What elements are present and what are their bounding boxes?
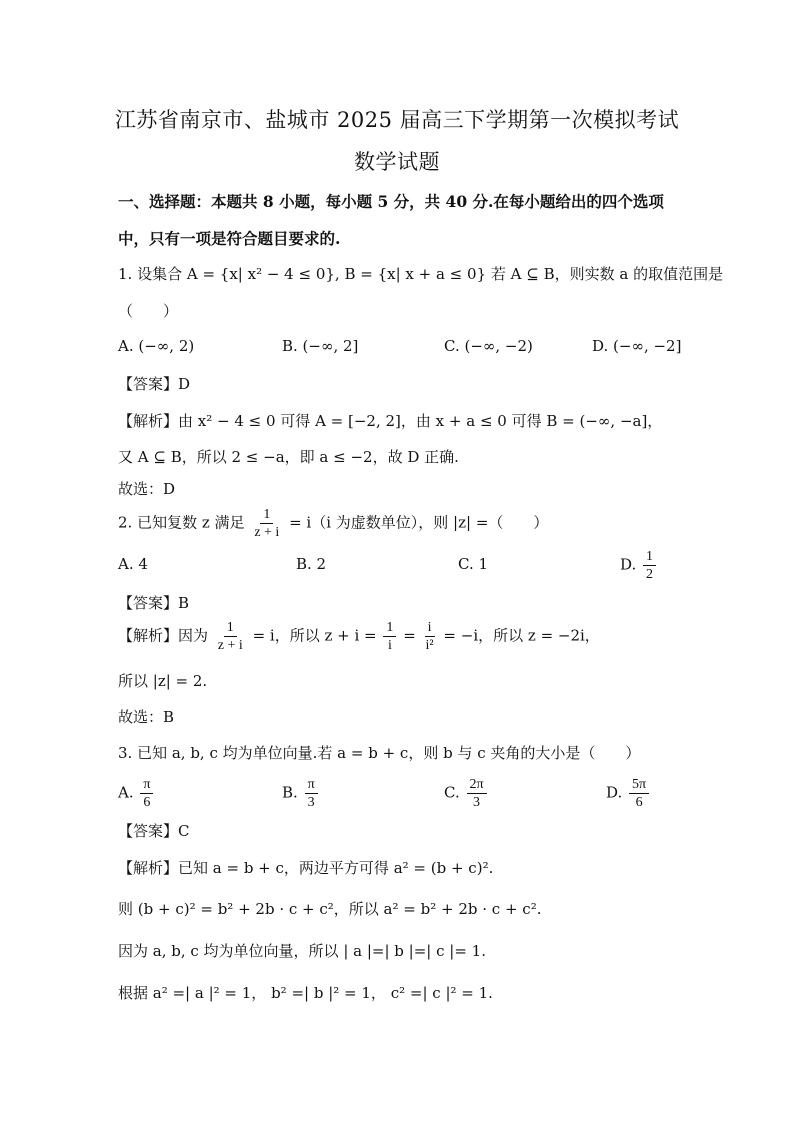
q2-analysis-text-a: 【解析】因为 xyxy=(118,626,209,645)
q3-option-d-letter: D. xyxy=(606,783,623,802)
fraction-numerator: 1 xyxy=(643,548,656,566)
q3-option-b-fraction xyxy=(305,776,318,811)
q2-stem-text-b: = i（i 为虚数单位），则 |z| =（ ） xyxy=(289,513,549,532)
q1-analysis-line2: 又 A ⊆ B，所以 2 ≤ −a，即 a ≤ −2，故 D 正确. xyxy=(118,448,459,466)
q3-stem: 3. 已知 a, b, c 均为单位向量.若 a = b + c，则 b 与 c 夹角的大小是（ ） xyxy=(118,744,641,762)
fraction-numerator: 1 xyxy=(224,619,237,637)
q2-option-c: C. 1 xyxy=(458,555,489,573)
q2-stem-fraction xyxy=(251,506,282,541)
fraction-numerator: 5π xyxy=(629,776,649,794)
q2-stem-text-a: 2. 已知复数 z 满足 xyxy=(118,513,245,532)
q1-paren: （ ） xyxy=(118,302,179,320)
section-heading-line1: 一、选择题：本题共 8 小题，每小题 5 分，共 40 分.在每小题给出的四个选项 xyxy=(118,192,664,211)
q3-option-a-fraction xyxy=(140,776,153,811)
q3-option-b-letter: B. xyxy=(282,783,298,802)
q2-stem xyxy=(118,506,676,541)
q2-analysis-text-d: = −i，所以 z = −2i， xyxy=(443,626,600,645)
q3-analysis-line1: 【解析】已知 a = b + c，两边平方可得 a² = (b + c)². xyxy=(118,859,494,877)
q1-option-c: C. (−∞, −2) xyxy=(444,337,533,355)
fraction-denominator: 3 xyxy=(307,795,315,810)
q3-analysis-line4: 根据 a² =| a |² = 1， b² =| b |² = 1， c² =| c |² = 1. xyxy=(118,984,493,1002)
page-title: 江苏省南京市、盐城市 2025 届高三下学期第一次模拟考试 xyxy=(114,108,680,132)
q1-option-a: A. (−∞, 2) xyxy=(118,337,195,355)
q1-answer: 【答案】D xyxy=(118,375,191,393)
section-heading-line2: 中，只有一项是符合题目要求的. xyxy=(118,229,341,248)
q3-option-a xyxy=(118,776,155,811)
fraction-numerator: 2π xyxy=(467,776,487,794)
fraction-numerator: π xyxy=(305,776,318,794)
q3-analysis-line2: 则 (b + c)² = b² + 2b · c + c²，所以 a² = b² + 2b · c + c². xyxy=(118,900,542,918)
fraction-numerator: 1 xyxy=(383,619,396,637)
fraction-denominator: i² xyxy=(425,638,434,653)
fraction-denominator: i xyxy=(387,638,392,653)
fraction-denominator: 3 xyxy=(473,795,481,810)
q1-analysis-line1: 【解析】由 x² − 4 ≤ 0 可得 A = [−2, 2]，由 x + a ≤ 0 可得 B = (−∞, −a]， xyxy=(118,412,663,430)
q2-option-b: B. 2 xyxy=(296,555,327,573)
q1-option-d: D. (−∞, −2] xyxy=(592,337,682,355)
fraction-denominator: 6 xyxy=(635,795,643,810)
q2-answer: 【答案】B xyxy=(118,594,190,612)
q3-answer: 【答案】C xyxy=(118,822,190,840)
q2-analysis-text-b: = i，所以 z + i = xyxy=(252,626,377,645)
q3-option-d xyxy=(606,776,651,811)
q2-analysis-line1 xyxy=(118,619,676,654)
fraction-denominator: z + i xyxy=(217,638,243,653)
page-subtitle: 数学试题 xyxy=(354,150,440,174)
q2-analysis-fraction-3 xyxy=(423,619,437,654)
q3-option-b xyxy=(282,776,320,811)
q2-choice: 故选：B xyxy=(118,708,175,726)
q2-analysis-fraction-2 xyxy=(383,619,396,654)
q3-analysis-line3: 因为 a, b, c 均为单位向量，所以 | a |=| b |=| c |= 1. xyxy=(118,942,486,960)
q3-option-d-fraction xyxy=(629,776,649,811)
q1-choice: 故选：D xyxy=(118,480,176,498)
q3-option-c-letter: C. xyxy=(444,783,460,802)
fraction-numerator: i xyxy=(425,619,435,637)
q3-option-c xyxy=(444,776,489,811)
q2-option-a: A. 4 xyxy=(118,555,148,573)
fraction-numerator: π xyxy=(140,776,153,794)
q2-option-d-letter: D. xyxy=(620,555,637,574)
fraction-denominator: 2 xyxy=(646,567,654,582)
fraction-denominator: z + i xyxy=(254,525,280,540)
q1-option-b: B. (−∞, 2] xyxy=(282,337,359,355)
q2-analysis-text-c: = xyxy=(403,626,416,645)
q2-analysis-fraction-1 xyxy=(215,619,246,654)
q1-stem: 1. 设集合 A = {x| x² − 4 ≤ 0}, B = {x| x + a ≤ 0} 若 A ⊆ B，则实数 a 的取值范围是 xyxy=(118,265,724,283)
fraction-denominator: 6 xyxy=(143,795,151,810)
q3-option-a-letter: A. xyxy=(118,783,134,802)
q3-option-c-fraction xyxy=(467,776,487,811)
q2-option-d xyxy=(620,548,658,583)
q2-option-d-fraction xyxy=(643,548,656,583)
q2-analysis-line2: 所以 |z| = 2. xyxy=(118,672,208,690)
fraction-numerator: 1 xyxy=(260,506,273,524)
